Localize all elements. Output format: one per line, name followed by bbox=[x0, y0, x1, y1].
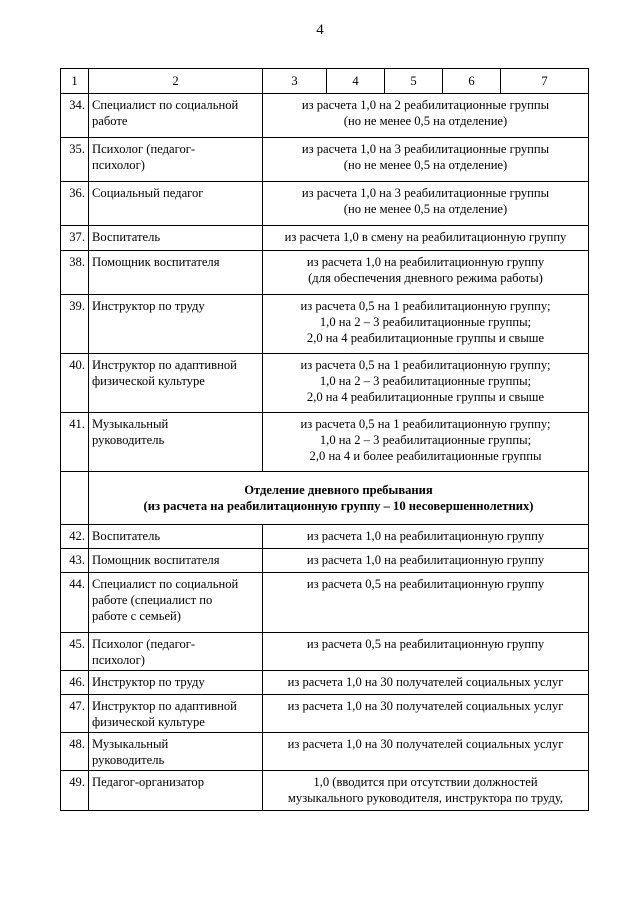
staffing-norm bbox=[263, 549, 589, 573]
position-name bbox=[89, 733, 263, 771]
table-row bbox=[61, 573, 589, 633]
position-name bbox=[89, 771, 263, 811]
staffing-norm-line: из расчета 1,0 на реабилитационную группу bbox=[306, 255, 545, 269]
staffing-norm bbox=[263, 295, 589, 354]
position-name-line: Музыкальный bbox=[92, 417, 169, 431]
staffing-norm-line: из расчета 1,0 на 2 реабилитационные группы bbox=[301, 98, 550, 112]
table-row bbox=[61, 671, 589, 695]
staffing-norm-line: из расчета 1,0 на 30 получателей социальных услуг bbox=[287, 675, 564, 689]
row-number: 47. bbox=[61, 695, 89, 733]
staffing-norm-line: 2,0 на 4 реабилитационные группы и свыше bbox=[306, 390, 545, 404]
staffing-norm bbox=[263, 94, 589, 138]
position-name bbox=[89, 94, 263, 138]
position-name-line: Инструктор по труду bbox=[92, 299, 205, 313]
staffing-norm bbox=[263, 671, 589, 695]
position-name bbox=[89, 549, 263, 573]
table-row bbox=[61, 251, 589, 295]
header-cell-3: 3 bbox=[263, 69, 327, 94]
staffing-norm-line: музыкального руководителя, инструктора по труду, bbox=[287, 791, 564, 805]
table-row bbox=[61, 525, 589, 549]
table-row bbox=[61, 226, 589, 251]
staffing-norm bbox=[263, 182, 589, 226]
row-number: 49. bbox=[61, 771, 89, 811]
staffing-norm bbox=[263, 695, 589, 733]
row-number: 41. bbox=[61, 413, 89, 472]
staffing-norm bbox=[263, 771, 589, 811]
header-row bbox=[61, 69, 589, 94]
staffing-norm-line: из расчета 1,0 на 30 получателей социальных услуг bbox=[287, 737, 564, 751]
table-row bbox=[61, 695, 589, 733]
position-name bbox=[89, 354, 263, 413]
table-row bbox=[61, 182, 589, 226]
staffing-norm-line: из расчета 1,0 в смену на реабилитационную группу bbox=[284, 230, 567, 244]
row-number: 34. bbox=[61, 94, 89, 138]
position-name-line: Специалист по социальной bbox=[92, 577, 239, 591]
page-number: 4 bbox=[316, 22, 324, 38]
position-name-line: физической культуре bbox=[92, 374, 205, 388]
staffing-norm bbox=[263, 226, 589, 251]
staffing-norm-line: 1,0 (вводится при отсутствии должностей bbox=[313, 775, 538, 789]
staffing-norm bbox=[263, 573, 589, 633]
staffing-norm-line: 1,0 на 2 – 3 реабилитационные группы; bbox=[319, 374, 532, 388]
position-name-line: Психолог (педагог- bbox=[92, 142, 196, 156]
staffing-norm-line: 1,0 на 2 – 3 реабилитационные группы; bbox=[319, 433, 532, 447]
table-row bbox=[61, 549, 589, 573]
staffing-norm-line: 2,0 на 4 и более реабилитационные группы bbox=[309, 449, 542, 463]
header-cell-1: 1 bbox=[61, 69, 89, 94]
staffing-norm-line: (для обеспечения дневного режима работы) bbox=[308, 271, 543, 285]
staffing-norm bbox=[263, 138, 589, 182]
section-heading bbox=[89, 472, 589, 525]
header-cell-5: 5 bbox=[385, 69, 443, 94]
position-name-line: Воспитатель bbox=[92, 230, 161, 244]
header-cell-4: 4 bbox=[327, 69, 385, 94]
header-cell-6: 6 bbox=[443, 69, 501, 94]
row-number: 36. bbox=[61, 182, 89, 226]
position-name bbox=[89, 525, 263, 549]
row-number: 44. bbox=[61, 573, 89, 633]
position-name bbox=[89, 695, 263, 733]
section-empty-cell bbox=[61, 472, 89, 525]
position-name bbox=[89, 633, 263, 671]
position-name-line: Помощник воспитателя bbox=[92, 255, 220, 269]
staffing-table bbox=[60, 68, 589, 811]
section-subtitle: (из расчета на реабилитационную группу – 10 несовершеннолетних) bbox=[143, 499, 534, 513]
staffing-norm-line: из расчета 0,5 на 1 реабилитационную группу; bbox=[300, 299, 551, 313]
position-name-line: Социальный педагог bbox=[92, 186, 204, 200]
staffing-norm bbox=[263, 354, 589, 413]
position-name-line: психолог) bbox=[92, 158, 145, 172]
row-number: 40. bbox=[61, 354, 89, 413]
position-name bbox=[89, 251, 263, 295]
position-name-line: Воспитатель bbox=[92, 529, 161, 543]
position-name-line: Педагог-организатор bbox=[92, 775, 205, 789]
staffing-norm bbox=[263, 733, 589, 771]
row-number: 45. bbox=[61, 633, 89, 671]
position-name-line: работе bbox=[92, 114, 128, 128]
staffing-norm-line: из расчета 0,5 на реабилитационную группу bbox=[306, 577, 545, 591]
staffing-norm bbox=[263, 251, 589, 295]
staffing-norm-line: из расчета 1,0 на реабилитационную группу bbox=[306, 529, 545, 543]
position-name bbox=[89, 573, 263, 633]
row-number: 37. bbox=[61, 226, 89, 251]
row-number: 46. bbox=[61, 671, 89, 695]
position-name bbox=[89, 413, 263, 472]
table-row bbox=[61, 138, 589, 182]
staffing-norm bbox=[263, 525, 589, 549]
staffing-norm bbox=[263, 633, 589, 671]
staffing-norm-line: из расчета 0,5 на 1 реабилитационную группу; bbox=[300, 358, 551, 372]
position-name bbox=[89, 182, 263, 226]
position-name-line: руководитель bbox=[92, 753, 165, 767]
staffing-norm bbox=[263, 413, 589, 472]
row-number: 42. bbox=[61, 525, 89, 549]
staffing-norm-line: из расчета 0,5 на 1 реабилитационную группу; bbox=[300, 417, 551, 431]
staffing-norm-line: (но не менее 0,5 на отделение) bbox=[343, 158, 508, 172]
table-row bbox=[61, 295, 589, 354]
staffing-norm-line: 1,0 на 2 – 3 реабилитационные группы; bbox=[319, 315, 532, 329]
row-number: 35. bbox=[61, 138, 89, 182]
position-name-line: психолог) bbox=[92, 653, 145, 667]
row-number: 43. bbox=[61, 549, 89, 573]
row-number: 48. bbox=[61, 733, 89, 771]
row-number: 38. bbox=[61, 251, 89, 295]
position-name bbox=[89, 226, 263, 251]
position-name-line: руководитель bbox=[92, 433, 165, 447]
staffing-norm-line: 2,0 на 4 реабилитационные группы и свыше bbox=[306, 331, 545, 345]
position-name bbox=[89, 138, 263, 182]
table-row bbox=[61, 354, 589, 413]
header-cell-7: 7 bbox=[501, 69, 589, 94]
staffing-norm-line: из расчета 0,5 на реабилитационную группу bbox=[306, 637, 545, 651]
position-name bbox=[89, 295, 263, 354]
position-name-line: Помощник воспитателя bbox=[92, 553, 220, 567]
table-row bbox=[61, 771, 589, 811]
row-number: 39. bbox=[61, 295, 89, 354]
section-row bbox=[61, 472, 589, 525]
position-name-line: Инструктор по адаптивной bbox=[92, 699, 237, 713]
table-row bbox=[61, 733, 589, 771]
position-name-line: работе (специалист по bbox=[92, 593, 213, 607]
section-title: Отделение дневного пребывания bbox=[244, 483, 433, 497]
staffing-norm-line: (но не менее 0,5 на отделение) bbox=[343, 202, 508, 216]
table-row bbox=[61, 633, 589, 671]
staffing-norm-line: из расчета 1,0 на 3 реабилитационные группы bbox=[301, 186, 550, 200]
position-name-line: работе с семьей) bbox=[92, 609, 181, 623]
position-name-line: Музыкальный bbox=[92, 737, 169, 751]
header-cell-2: 2 bbox=[89, 69, 263, 94]
table-row bbox=[61, 413, 589, 472]
position-name-line: Специалист по социальной bbox=[92, 98, 239, 112]
staffing-norm-line: из расчета 1,0 на 3 реабилитационные группы bbox=[301, 142, 550, 156]
position-name-line: Инструктор по адаптивной bbox=[92, 358, 237, 372]
staffing-norm-line: из расчета 1,0 на 30 получателей социальных услуг bbox=[287, 699, 564, 713]
staffing-norm-line: (но не менее 0,5 на отделение) bbox=[343, 114, 508, 128]
position-name-line: Инструктор по труду bbox=[92, 675, 205, 689]
table-row bbox=[61, 94, 589, 138]
position-name-line: Психолог (педагог- bbox=[92, 637, 196, 651]
position-name bbox=[89, 671, 263, 695]
staffing-norm-line: из расчета 1,0 на реабилитационную группу bbox=[306, 553, 545, 567]
position-name-line: физической культуре bbox=[92, 715, 205, 729]
